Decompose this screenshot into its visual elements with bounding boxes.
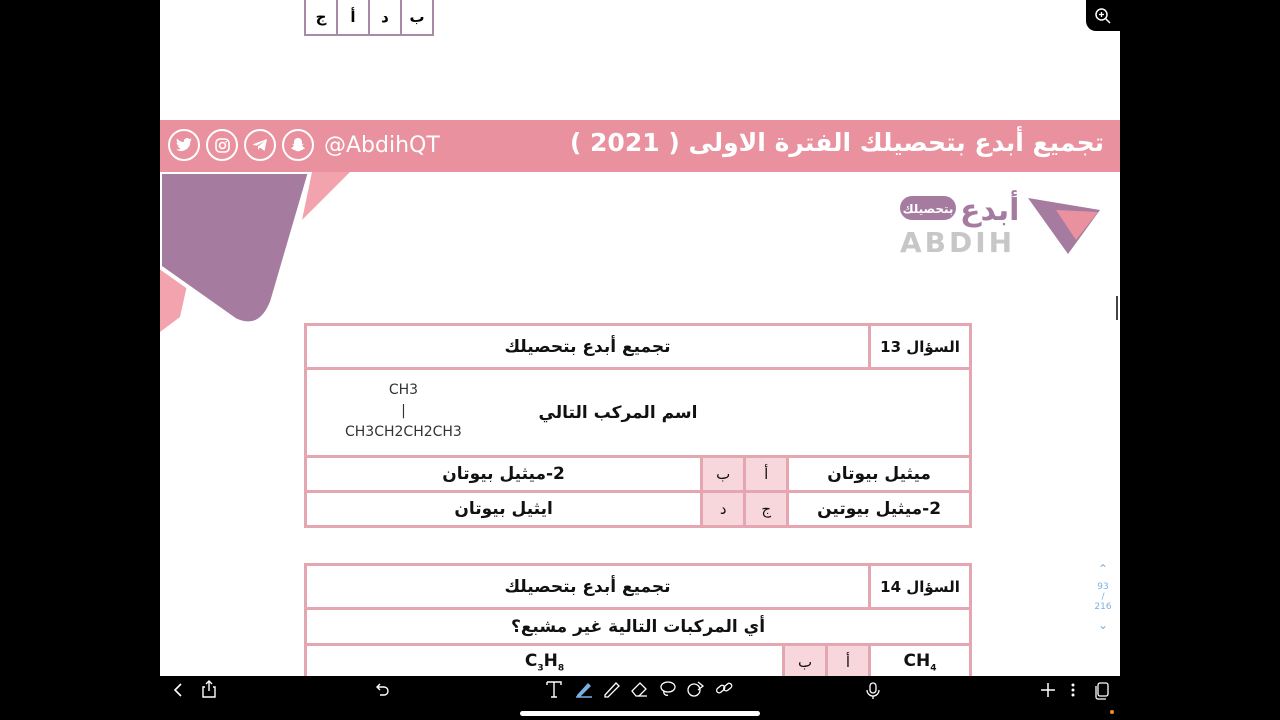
banner-title: تجميع أبدع بتحصيلك الفترة الاولى ( 2021 ): [569, 128, 1104, 157]
text-tool-icon[interactable]: [545, 680, 563, 698]
formula-text: H: [543, 650, 558, 671]
option-letter: ب: [702, 457, 745, 492]
twitter-icon: [168, 129, 200, 161]
option-letter: د: [702, 492, 745, 527]
formula-subscript: 8: [557, 663, 565, 674]
link-icon[interactable]: [714, 680, 734, 698]
formula-text: CH: [903, 650, 931, 671]
option-letter: أ: [827, 645, 870, 680]
question-prompt: أي المركبات التالية غير مشبع؟: [306, 609, 971, 645]
question-13-table: [304, 323, 972, 528]
page-indicator[interactable]: [1091, 562, 1115, 632]
key-cell: ب: [400, 0, 432, 34]
formula-subscript: 3: [537, 663, 544, 674]
decorative-shapes: [160, 172, 360, 332]
answer-key: [304, 0, 434, 36]
option-letter: ب: [784, 645, 827, 680]
pages-icon[interactable]: [1094, 682, 1110, 700]
answer-option[interactable]: 2-ميثيل بيوتان: [306, 457, 702, 492]
logo-latin: ABDIH: [900, 226, 1016, 259]
total-pages: 216: [1094, 602, 1112, 612]
eraser-icon[interactable]: [630, 680, 650, 698]
more-icon[interactable]: [1070, 682, 1076, 698]
answer-option[interactable]: ايثيل بيوتان: [306, 492, 702, 527]
social-links: [168, 129, 440, 161]
highlighter-icon[interactable]: [602, 680, 622, 698]
instagram-icon: [206, 129, 238, 161]
key-cell: أ: [336, 0, 368, 34]
add-icon[interactable]: [1040, 682, 1056, 698]
zoom-in-icon: [1094, 7, 1112, 25]
header-banner: [160, 120, 1120, 172]
svg-text:أبدع: أبدع: [960, 193, 1020, 228]
key-cell: د: [368, 0, 400, 34]
formula-branch: CH3: [388, 382, 419, 398]
social-handle: @AbdihQT: [324, 132, 440, 158]
scrollbar[interactable]: [1116, 296, 1118, 320]
pen-tool-icon[interactable]: [574, 680, 594, 698]
chevron-down-icon[interactable]: ⌄: [1097, 618, 1109, 632]
key-cell: ج: [315, 8, 327, 26]
question-number: السؤال 13: [870, 325, 971, 369]
option-letter: أ: [745, 457, 788, 492]
page-separator: /: [1101, 592, 1105, 602]
answer-option[interactable]: [306, 645, 784, 680]
current-page: 93: [1097, 582, 1109, 592]
chevron-up-icon[interactable]: ⌃: [1097, 562, 1109, 576]
structural-formula: [345, 380, 462, 443]
telegram-icon: [244, 129, 276, 161]
question-14-table: [304, 563, 972, 681]
option-letter: ج: [745, 492, 788, 527]
question-number: السؤال 14: [870, 565, 971, 609]
question-header: تجميع أبدع بتحصيلك: [306, 325, 870, 369]
home-indicator[interactable]: [520, 711, 760, 716]
snapchat-icon: [282, 129, 314, 161]
back-icon[interactable]: [172, 682, 184, 698]
logo-badge: بتحصيلك: [902, 202, 954, 216]
microphone-icon[interactable]: [866, 682, 880, 700]
lasso-icon[interactable]: [658, 680, 678, 698]
question-prompt: اسم المركب التالي: [538, 402, 698, 423]
formula-text: C: [524, 650, 538, 671]
recording-dot: [1110, 710, 1114, 714]
abdih-logo: [898, 188, 1104, 260]
question-prompt-cell: [306, 369, 971, 457]
formula-chain: CH3CH2CH2CH3: [345, 424, 462, 440]
answer-option[interactable]: [870, 645, 971, 680]
share-icon[interactable]: [201, 680, 217, 698]
shapes-icon[interactable]: [686, 680, 706, 698]
answer-option[interactable]: ميثيل بيوتان: [788, 457, 971, 492]
zoom-button[interactable]: [1086, 0, 1120, 31]
question-header: تجميع أبدع بتحصيلك: [306, 565, 870, 609]
formula-bond: |: [401, 403, 406, 419]
undo-icon[interactable]: [374, 682, 390, 698]
formula-subscript: 4: [930, 663, 937, 674]
answer-option[interactable]: 2-ميثيل بيوتين: [788, 492, 971, 527]
